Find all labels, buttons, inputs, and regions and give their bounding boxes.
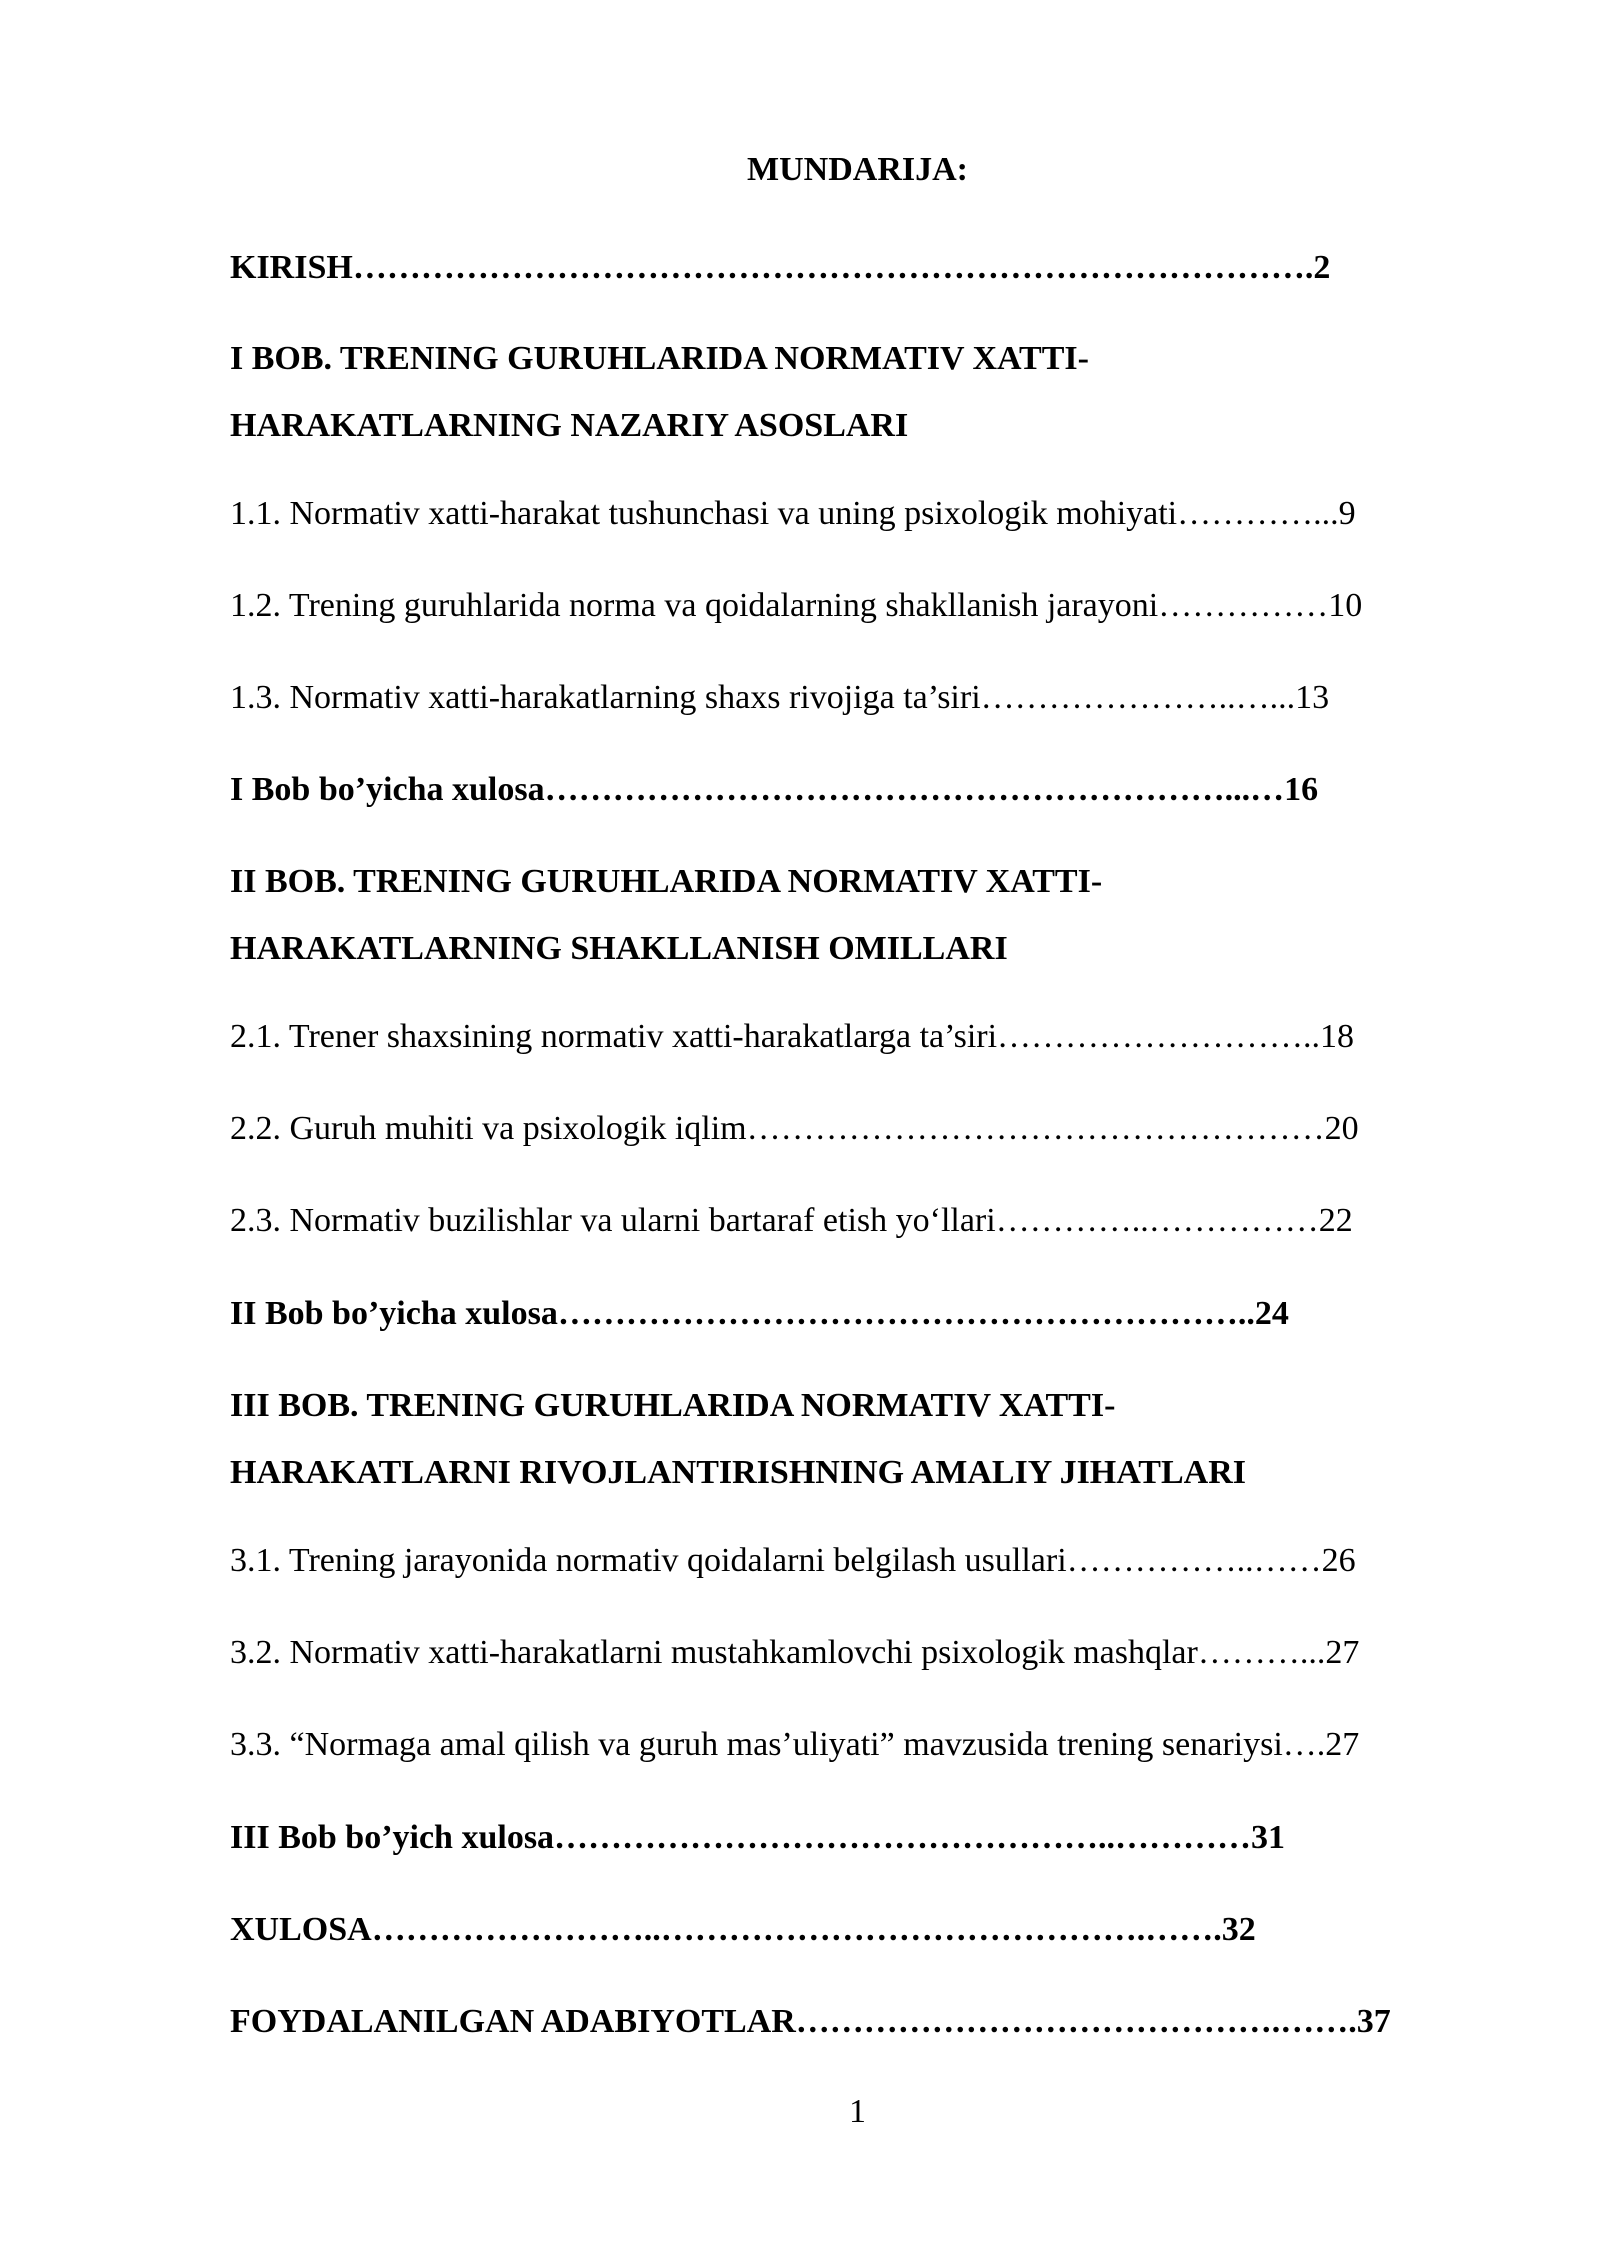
- toc-entry-1-2: 1.2. Trening guruhlarida norma va qoidalarning shakllanish jarayoni……………10: [230, 587, 1363, 624]
- toc-entry-chapter-3-summary: III Bob bo’yich xulosa…………………………………………..…………31: [230, 1819, 1286, 1856]
- toc-entry-2-3: 2.3. Normativ buzilishlar va ularni bartaraf etish yo‘llari…………..……………22: [230, 1202, 1353, 1239]
- toc-entry-1-1: 1.1. Normativ xatti-harakat tushunchasi va uning psixologik mohiyati…………...9: [230, 495, 1356, 532]
- chapter-3-heading: [230, 1372, 1246, 1506]
- toc-entry-3-3: 3.3. “Normaga amal qilish va guruh mas’uliyati” mavzusida trening senariysi….27: [230, 1726, 1360, 1763]
- chapter-1-heading-line2: HARAKATLARNING NAZARIY ASOSLARI: [230, 407, 909, 444]
- chapter-3-heading-line1: III BOB. TRENING GURUHLARIDA NORMATIV XATTI-: [230, 1387, 1116, 1424]
- page-number: 1: [849, 2093, 866, 2130]
- toc-entry-3-1: 3.1. Trening jarayonida normativ qoidalarni belgilash usullari……………..……26: [230, 1542, 1356, 1579]
- toc-entry-chapter-2-summary: II Bob bo’yicha xulosa……………………………………………………..24: [230, 1295, 1289, 1332]
- chapter-2-heading: [230, 848, 1102, 982]
- chapter-3-heading-line2: HARAKATLARNI RIVOJLANTIRISHNING AMALIY JIHATLARI: [230, 1454, 1246, 1491]
- toc-title: MUNDARIJA:: [747, 151, 968, 188]
- chapter-1-heading: [230, 325, 1089, 459]
- chapter-1-heading-line1: I BOB. TRENING GURUHLARIDA NORMATIV XATTI-: [230, 340, 1089, 377]
- toc-entry-3-2: 3.2. Normativ xatti-harakatlarni mustahkamlovchi psixologik mashqlar………...27: [230, 1634, 1360, 1671]
- toc-entry-2-1: 2.1. Trener shaxsining normativ xatti-harakatlarga ta’siri………………………..18: [230, 1018, 1355, 1055]
- toc-entry-chapter-1-summary: I Bob bo’yicha xulosa……………………………………………………...…16: [230, 771, 1319, 808]
- toc-entry-conclusion: XULOSA……………………..…………………………………….…….32: [230, 1911, 1256, 1948]
- toc-entry-kirish: KIRISH………………………………………………………………………….2: [230, 249, 1331, 286]
- toc-entry-2-2: 2.2. Guruh muhiti va psixologik iqlim……………………………………………20: [230, 1110, 1359, 1147]
- toc-entry-1-3: 1.3. Normativ xatti-harakatlarning shaxs rivojiga ta’siri…………………..…...13: [230, 679, 1330, 716]
- chapter-2-heading-line2: HARAKATLARNING SHAKLLANISH OMILLARI: [230, 930, 1008, 967]
- chapter-2-heading-line1: II BOB. TRENING GURUHLARIDA NORMATIV XATTI-: [230, 863, 1103, 900]
- toc-entry-references: FOYDALANILGAN ADABIYOTLAR…………………………………….…….37: [230, 2003, 1391, 2040]
